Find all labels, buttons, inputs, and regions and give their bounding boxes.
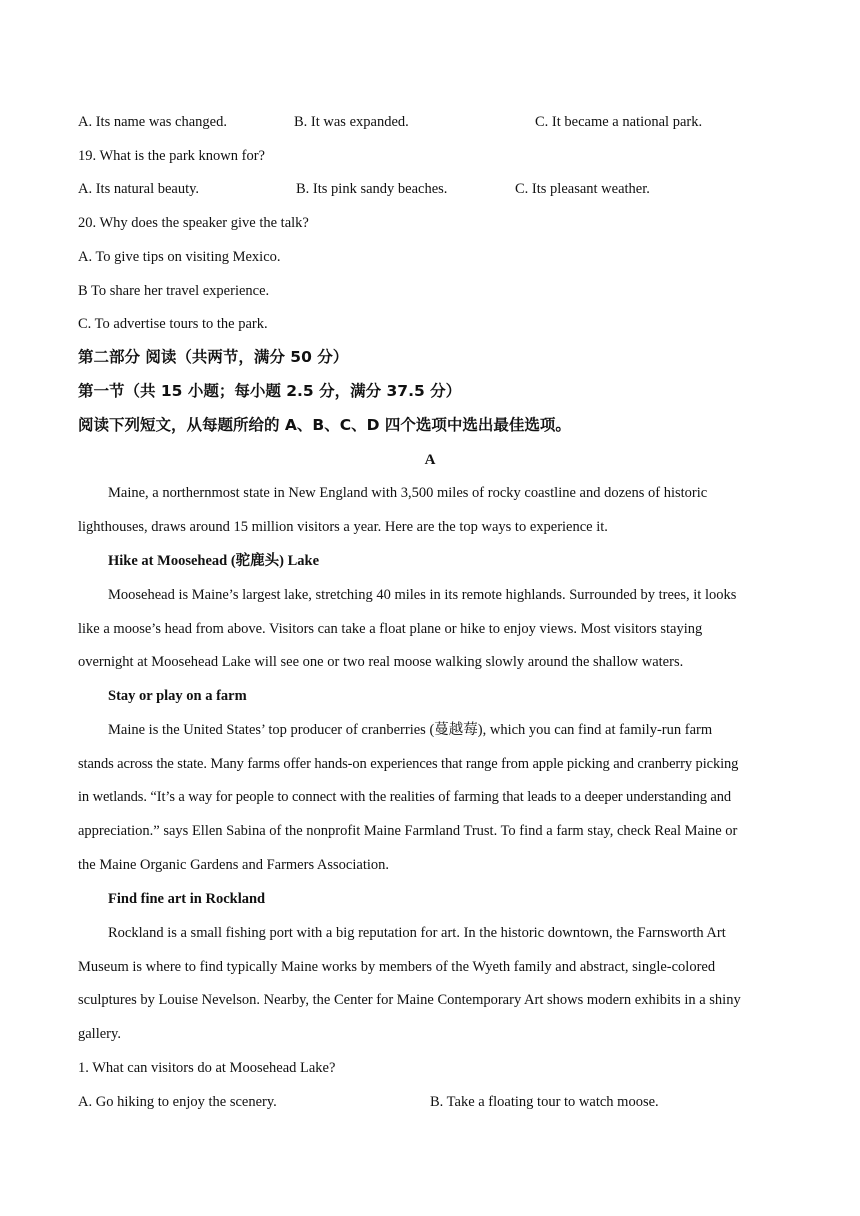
passage-label: A [424, 452, 436, 468]
q18-option-b: B. It was expanded. [294, 114, 409, 130]
subheading-rockland: Find fine art in Rockland [108, 891, 266, 907]
q19-option-b: B. Its pink sandy beaches. [296, 181, 448, 197]
q1-option-b: B. Take a floating tour to watch moose. [430, 1094, 659, 1110]
q19-question: 19. What is the park known for? [78, 148, 265, 164]
q20-option-a: A. To give tips on visiting Mexico. [78, 249, 281, 265]
part2-heading: 第二部分 阅读（共两节，满分 50 分） [78, 348, 349, 366]
subheading-farm: Stay or play on a farm [108, 688, 247, 704]
intro-line-2: lighthouses, draws around 15 million visitors a year. Here are the top ways to experience it. [78, 519, 608, 535]
moosehead-line-3: overnight at Moosehead Lake will see one or two real moose walking slowly around the shallow waters. [78, 654, 684, 670]
rockland-line-3: sculptures by Louise Nevelson. Nearby, the Center for Maine Contemporary Art shows modern exhibits in a shiny [78, 992, 741, 1008]
q18-option-c: C. It became a national park. [535, 114, 703, 130]
intro-line-1: Maine, a northernmost state in New England with 3,500 miles of rocky coastline and dozens of historic [108, 485, 708, 501]
q1-question: 1. What can visitors do at Moosehead Lake? [78, 1060, 336, 1076]
q19-option-c: C. Its pleasant weather. [515, 181, 650, 197]
q20-option-c: C. To advertise tours to the park. [78, 316, 268, 332]
moosehead-line-1: Moosehead is Maine’s largest lake, stretching 40 miles in its remote highlands. Surrounded by trees, it looks [108, 587, 737, 603]
q20-question: 20. Why does the speaker give the talk? [78, 215, 309, 231]
q20-option-b: B To share her travel experience. [78, 283, 270, 299]
q18-option-a: A. Its name was changed. [78, 114, 227, 130]
farm-line-4: appreciation.” says Ellen Sabina of the nonprofit Maine Farmland Trust. To find a farm stay, check Real Maine or [78, 823, 738, 839]
farm-line-1: Maine is the United States’ top producer of cranberries (蔓越莓), which you can find at family-run farm [108, 722, 713, 738]
reading-instruction: 阅读下列短文，从每题所给的 A、B、C、D 四个选项中选出最佳选项。 [78, 416, 571, 434]
q1-option-a: A. Go hiking to enjoy the scenery. [78, 1094, 277, 1110]
rockland-line-1: Rockland is a small fishing port with a big reputation for art. In the historic downtown, the Farnsworth Art [108, 925, 726, 941]
section1-heading: 第一节（共 15 小题；每小题 2.5 分，满分 37.5 分） [78, 382, 462, 400]
subheading-moosehead: Hike at Moosehead (驼鹿头) Lake [108, 553, 320, 569]
farm-line-3: in wetlands. “It’s a way for people to connect with the realities of farming that leads to a deeper understanding and [78, 789, 732, 805]
farm-line-5: the Maine Organic Gardens and Farmers Association. [78, 857, 389, 873]
moosehead-line-2: like a moose’s head from above. Visitors can take a float plane or hike to enjoy views. Most visitors staying [78, 621, 703, 637]
farm-line-2: stands across the state. Many farms offer hands-on experiences that range from apple picking and cranberry picking [78, 756, 739, 772]
rockland-line-4: gallery. [78, 1026, 121, 1042]
rockland-line-2: Museum is where to find typically Maine works by members of the Wyeth family and abstract, single-colored [78, 959, 716, 975]
q19-option-a: A. Its natural beauty. [78, 181, 200, 197]
